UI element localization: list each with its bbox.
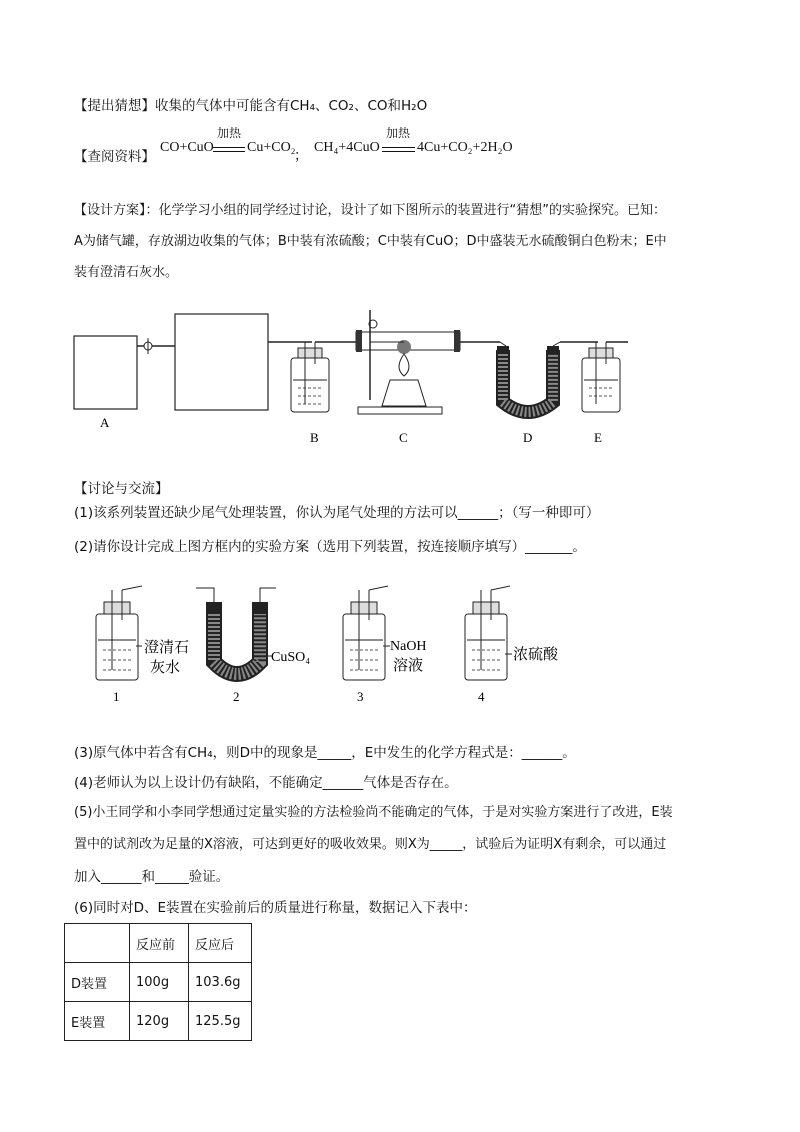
table-cell: 103.6g bbox=[189, 963, 252, 1002]
option-2-number: 2 bbox=[233, 689, 240, 704]
option-4-number: 4 bbox=[478, 689, 485, 704]
question-5-line-1: (5)小王同学和小李同学想通过定量实验的方法检验尚不能确定的气体，于是对实验方案进行了改进，E装 bbox=[74, 805, 673, 820]
references-tag: 【查阅资料】 bbox=[74, 149, 155, 165]
option-3-number: 3 bbox=[357, 689, 364, 704]
question-6: (6)同时对D、E装置在实验前后的质量进行称量，数据记入下表中： bbox=[74, 900, 477, 916]
option-1-number: 1 bbox=[113, 689, 120, 704]
table-row bbox=[65, 963, 252, 1002]
option-2-label: CuSO₄ bbox=[271, 650, 311, 665]
option-3-bottle bbox=[343, 586, 390, 680]
design-line-2: A为储气罐，存放湖边收集的气体；B中装有浓硫酸；C中装有CuO；D中盛装无水硫酸铜白色粉末；E中 bbox=[74, 234, 667, 249]
blank-frame bbox=[175, 314, 268, 410]
mass-table bbox=[64, 923, 252, 1041]
table-header-cell bbox=[65, 924, 130, 963]
option-2-u-tube bbox=[196, 588, 276, 674]
table-cell: E装置 bbox=[65, 1002, 130, 1041]
storage-tank-a bbox=[74, 336, 137, 409]
question-1: (1)该系列装置还缺少尾气处理装置，你认为尾气处理的方法可以______；（写一种即可） bbox=[74, 505, 600, 521]
label-b: B bbox=[310, 430, 319, 445]
discussion-tag: 【讨论与交流】 bbox=[74, 481, 169, 497]
table-cell: 125.5g bbox=[189, 1002, 252, 1041]
option-1-label-line-2: 灰水 bbox=[150, 660, 181, 676]
hypothesis-tag: 【提出猜想】 bbox=[74, 98, 155, 114]
eq1-left: CO+CuO bbox=[160, 140, 214, 155]
eq1-condition: 加热 bbox=[217, 126, 242, 140]
table-header-cell: 反应后 bbox=[189, 924, 252, 963]
references-separator: ； bbox=[294, 149, 308, 164]
question-4: (4)老师认为以上设计仍有缺陷，不能确定______气体是否存在。 bbox=[74, 775, 458, 791]
label-a: A bbox=[100, 415, 110, 430]
label-d: D bbox=[523, 430, 533, 445]
option-1-label-line-1: 澄清石 bbox=[144, 640, 190, 656]
label-c: C bbox=[399, 430, 408, 445]
design-line-1: 【设计方案】：化学学习小组的同学经过讨论，设计了如下图所示的装置进行“猜想”的实验探究。已知： bbox=[74, 203, 666, 218]
eq2-condition: 加热 bbox=[386, 126, 411, 140]
valve-icon bbox=[144, 338, 152, 354]
table-row bbox=[65, 1002, 252, 1041]
label-e: E bbox=[594, 430, 602, 445]
eq1-right: Cu+CO₂ bbox=[247, 140, 296, 155]
option-4-bottle bbox=[465, 586, 512, 680]
question-3: (3)原气体中若含有CH₄，则D中的现象是_____，E中发生的化学方程式是：______。 bbox=[74, 745, 576, 761]
option-1-bottle bbox=[96, 586, 142, 680]
table-cell: 100g bbox=[130, 963, 189, 1002]
question-2: (2)请你设计完成上图方框内的实验方案（选用下列装置，按连接顺序填写）_______。 bbox=[74, 539, 586, 555]
question-5-line-3: 加入______和_____验证。 bbox=[74, 869, 230, 885]
eq1-equals-sign bbox=[213, 147, 245, 152]
eq2-left: CH₄+4CuO bbox=[314, 140, 380, 155]
eq2-equals-sign bbox=[382, 147, 415, 152]
heated-tube-c bbox=[340, 310, 500, 414]
question-5-line-2: 置中的试剂改为足量的X溶液，可达到更好的吸收效果。则X为_____，试验后为证明X有剩余，可以通过 bbox=[74, 837, 667, 852]
wash-bottle-e bbox=[582, 342, 628, 412]
options-diagram bbox=[0, 580, 800, 710]
hypothesis-line bbox=[74, 97, 427, 115]
table-cell: 120g bbox=[130, 1002, 189, 1041]
option-4-label: 浓硫酸 bbox=[513, 647, 559, 663]
table-cell: D装置 bbox=[65, 963, 130, 1002]
design-line-3: 装有澄清石灰水。 bbox=[74, 265, 179, 280]
table-header-row bbox=[65, 924, 252, 963]
apparatus-diagram bbox=[0, 290, 800, 450]
hypothesis-text: 收集的气体中可能含有CH₄、CO₂、CO和H₂O bbox=[155, 98, 428, 114]
table-header-cell: 反应前 bbox=[130, 924, 189, 963]
option-3-label-line-1: NaOH bbox=[390, 639, 427, 654]
wash-bottle-b bbox=[291, 342, 340, 412]
eq2-right: 4Cu+CO₂+2H₂O bbox=[417, 140, 513, 155]
option-3-label-line-2: 溶液 bbox=[393, 658, 424, 674]
